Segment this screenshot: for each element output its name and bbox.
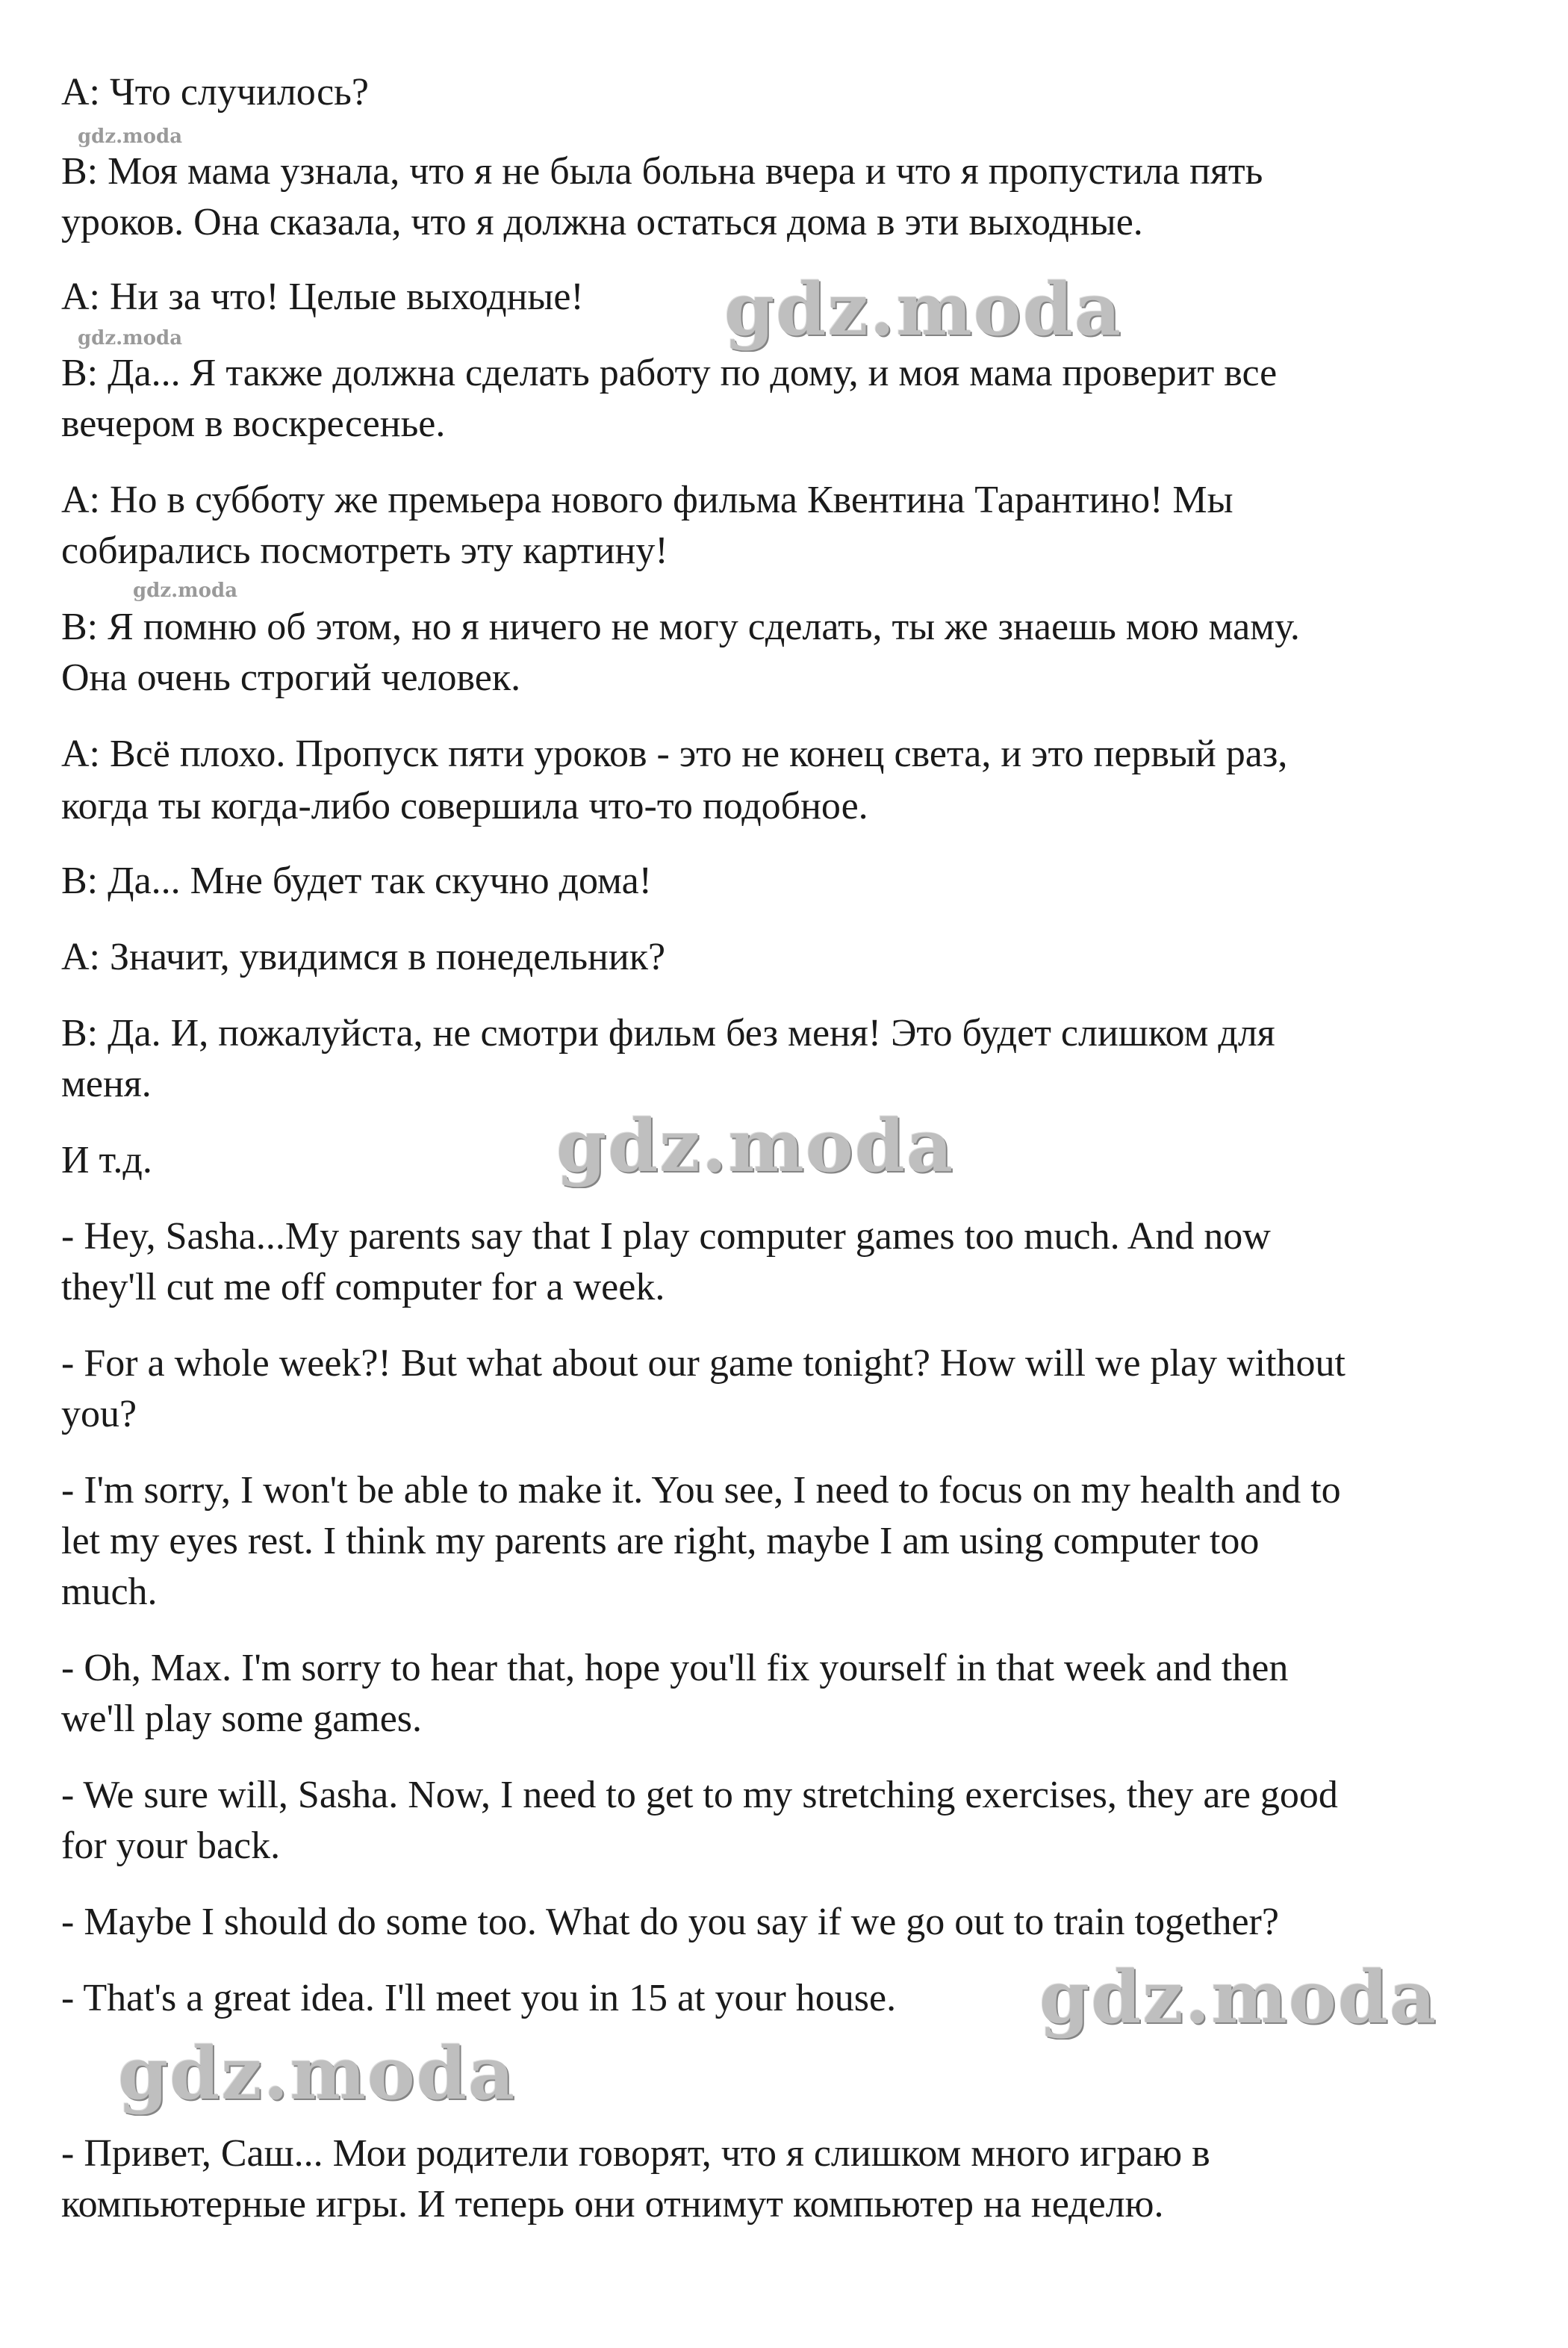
- text-line: - That's a great idea. I'll meet you in 15 at your house.: [61, 1977, 897, 2019]
- text-line: for your back.: [61, 1824, 281, 1867]
- text-line: собирались посмотреть эту картину!: [61, 529, 668, 572]
- text-line: A: Но в субботу же премьера нового фильма Квентина Тарантино! Мы: [61, 479, 1233, 521]
- text-line: И т.д.: [61, 1139, 152, 1181]
- text-line: - For a whole week?! But what about our game tonight? How will we play without: [61, 1342, 1345, 1385]
- text-line: Она очень строгий человек.: [61, 656, 521, 699]
- text-line: they'll cut me off computer for a week.: [61, 1266, 665, 1308]
- text-line: let my eyes rest. I think my parents are right, maybe I am using computer too: [61, 1520, 1260, 1562]
- watermark-small: gdz.moda: [78, 125, 183, 148]
- text-line: B: Да... Я также должна сделать работу по дому, и моя мама проверит все: [61, 352, 1278, 394]
- text-line: A: Ни за что! Целые выходные!: [61, 276, 584, 318]
- text-line: A: Всё плохо. Пропуск пяти уроков - это не конец света, и это первый раз,: [61, 733, 1288, 775]
- watermark-large: gdz.moda: [556, 1104, 955, 1188]
- text-line: компьютерные игры. И теперь они отнимут компьютер на неделю.: [61, 2183, 1164, 2226]
- text-line: you?: [61, 1393, 137, 1435]
- text-line: A: Что случилось?: [61, 71, 369, 114]
- text-line: much.: [61, 1571, 158, 1613]
- text-line: - We sure will, Sasha. Now, I need to get to my stretching exercises, they are good: [61, 1774, 1338, 1816]
- watermark-small: gdz.moda: [133, 580, 238, 602]
- text-line: B: Да... Мне будет так скучно дома!: [61, 860, 652, 902]
- text-line: - I'm sorry, I won't be able to make it. You see, I need to focus on my health and to: [61, 1469, 1341, 1512]
- text-line: меня.: [61, 1063, 152, 1105]
- text-line: B: Я помню об этом, но я ничего не могу сделать, ты же знаешь мою маму.: [61, 606, 1300, 648]
- text-line: - Hey, Sasha...My parents say that I play computer games too much. And now: [61, 1215, 1271, 1258]
- text-line: уроков. Она сказала, что я должна остаться дома в эти выходные.: [61, 201, 1143, 243]
- watermark-large: gdz.moda: [118, 2031, 517, 2116]
- watermark-large: gdz.moda: [1039, 1955, 1438, 2040]
- text-line: A: Значит, увидимся в понедельник?: [61, 936, 666, 978]
- watermark-large: gdz.moda: [724, 267, 1123, 352]
- text-line: B: Моя мама узнала, что я не была больна вчера и что я пропустила пять: [61, 150, 1263, 193]
- text-line: - Oh, Max. I'm sorry to hear that, hope you'll fix yourself in that week and then: [61, 1647, 1289, 1689]
- watermark-small: gdz.moda: [78, 327, 183, 350]
- text-line: вечером в воскресенье.: [61, 403, 446, 445]
- text-line: - Maybe I should do some too. What do you say if we go out to train together?: [61, 1901, 1279, 1943]
- text-line: когда ты когда-либо совершила что-то подобное.: [61, 785, 868, 827]
- text-line: - Привет, Саш... Мои родители говорят, что я слишком много играю в: [61, 2132, 1210, 2175]
- text-line: B: Да. И, пожалуйста, не смотри фильм без меня! Это будет слишком для: [61, 1012, 1275, 1055]
- text-line: we'll play some games.: [61, 1698, 423, 1740]
